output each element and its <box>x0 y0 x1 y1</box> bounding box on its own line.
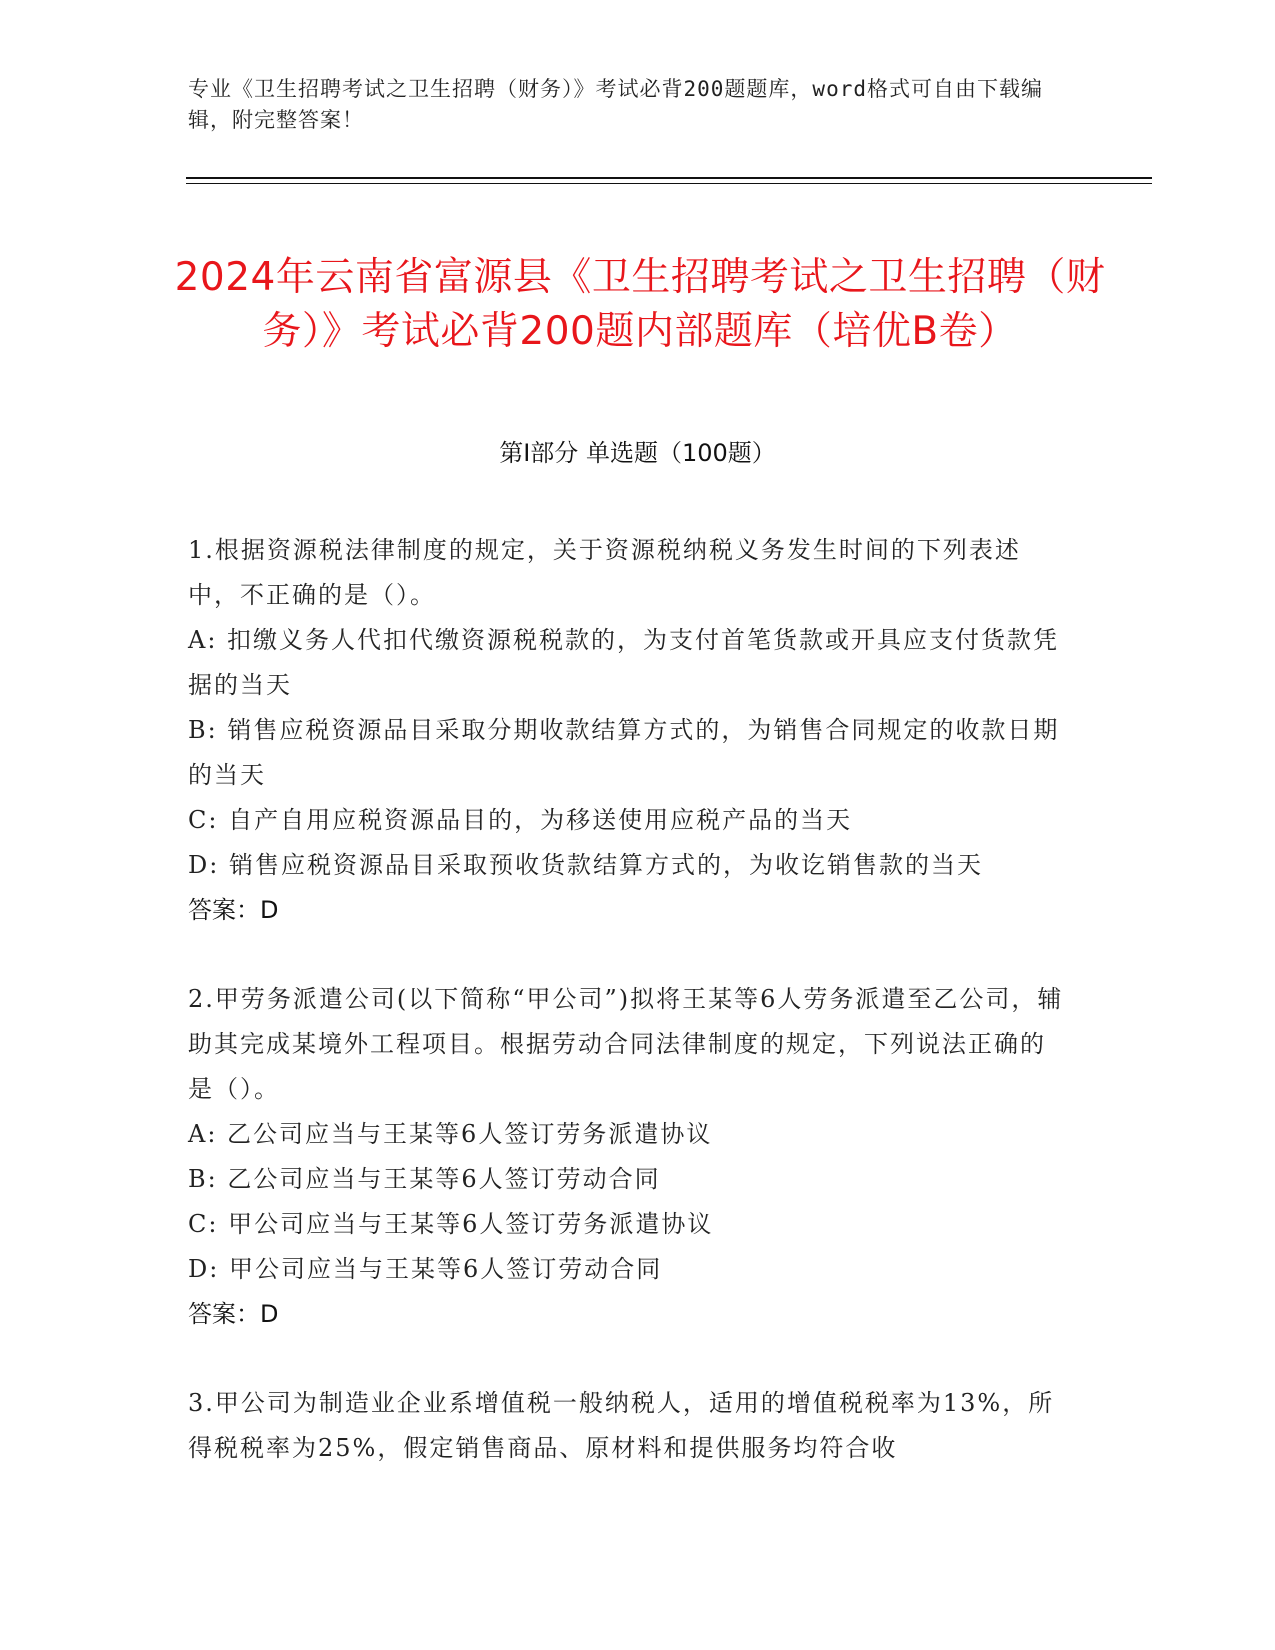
question-2 <box>188 977 1068 1337</box>
header-divider-thick <box>186 177 1152 179</box>
question-list <box>188 528 1068 1515</box>
question-1 <box>188 528 1068 933</box>
question-stem: 3.甲公司为制造业企业系增值税一般纳税人，适用的增值税税率为13%，所得税税率为25%，假定销售商品、原材料和提供服务均符合收 <box>188 1389 1055 1462</box>
answer: 答案：D <box>188 1300 279 1328</box>
option-b: B: 销售应税资源品目采取分期收款结算方式的，为销售合同规定的收款日期的当天 <box>188 716 1060 789</box>
option-d: D: 甲公司应当与王某等6人签订劳动合同 <box>188 1255 663 1283</box>
question-stem: 1.根据资源税法律制度的规定，关于资源税纳税义务发生时间的下列表述中，不正确的是（）。 <box>188 536 1021 609</box>
question-stem: 2.甲劳务派遣公司(以下简称“甲公司”)拟将王某等6人劳务派遣至乙公司，辅助其完成某境外工程项目。根据劳动合同法律制度的规定，下列说法正确的是（）。 <box>188 985 1064 1103</box>
header-divider-thin <box>186 183 1152 184</box>
question-3 <box>188 1381 1068 1471</box>
answer: 答案：D <box>188 896 279 924</box>
option-c: C: 自产自用应税资源品目的，为移送使用应税产品的当天 <box>188 806 853 834</box>
option-a: A: 乙公司应当与王某等6人签订劳务派遣协议 <box>188 1120 713 1148</box>
option-b: B: 乙公司应当与王某等6人签订劳动合同 <box>188 1165 661 1193</box>
option-c: C: 甲公司应当与王某等6人签订劳务派遣协议 <box>188 1210 714 1238</box>
header-note: 专业《卫生招聘考试之卫生招聘（财务）》考试必背200题题库，word格式可自由下载编辑，附完整答案！ <box>188 77 1043 132</box>
option-a: A: 扣缴义务人代扣代缴资源税税款的，为支付首笔货款或开具应支付货款凭据的当天 <box>188 626 1060 699</box>
section-heading: 第I部分 单选题（100题） <box>499 439 776 467</box>
option-d: D: 销售应税资源品目采取预收货款结算方式的，为收讫销售款的当天 <box>188 851 983 879</box>
document-title: 2024年云南省富源县《卫生招聘考试之卫生招聘（财务）》考试必背200题内部题库（培优B卷） <box>174 255 1106 355</box>
